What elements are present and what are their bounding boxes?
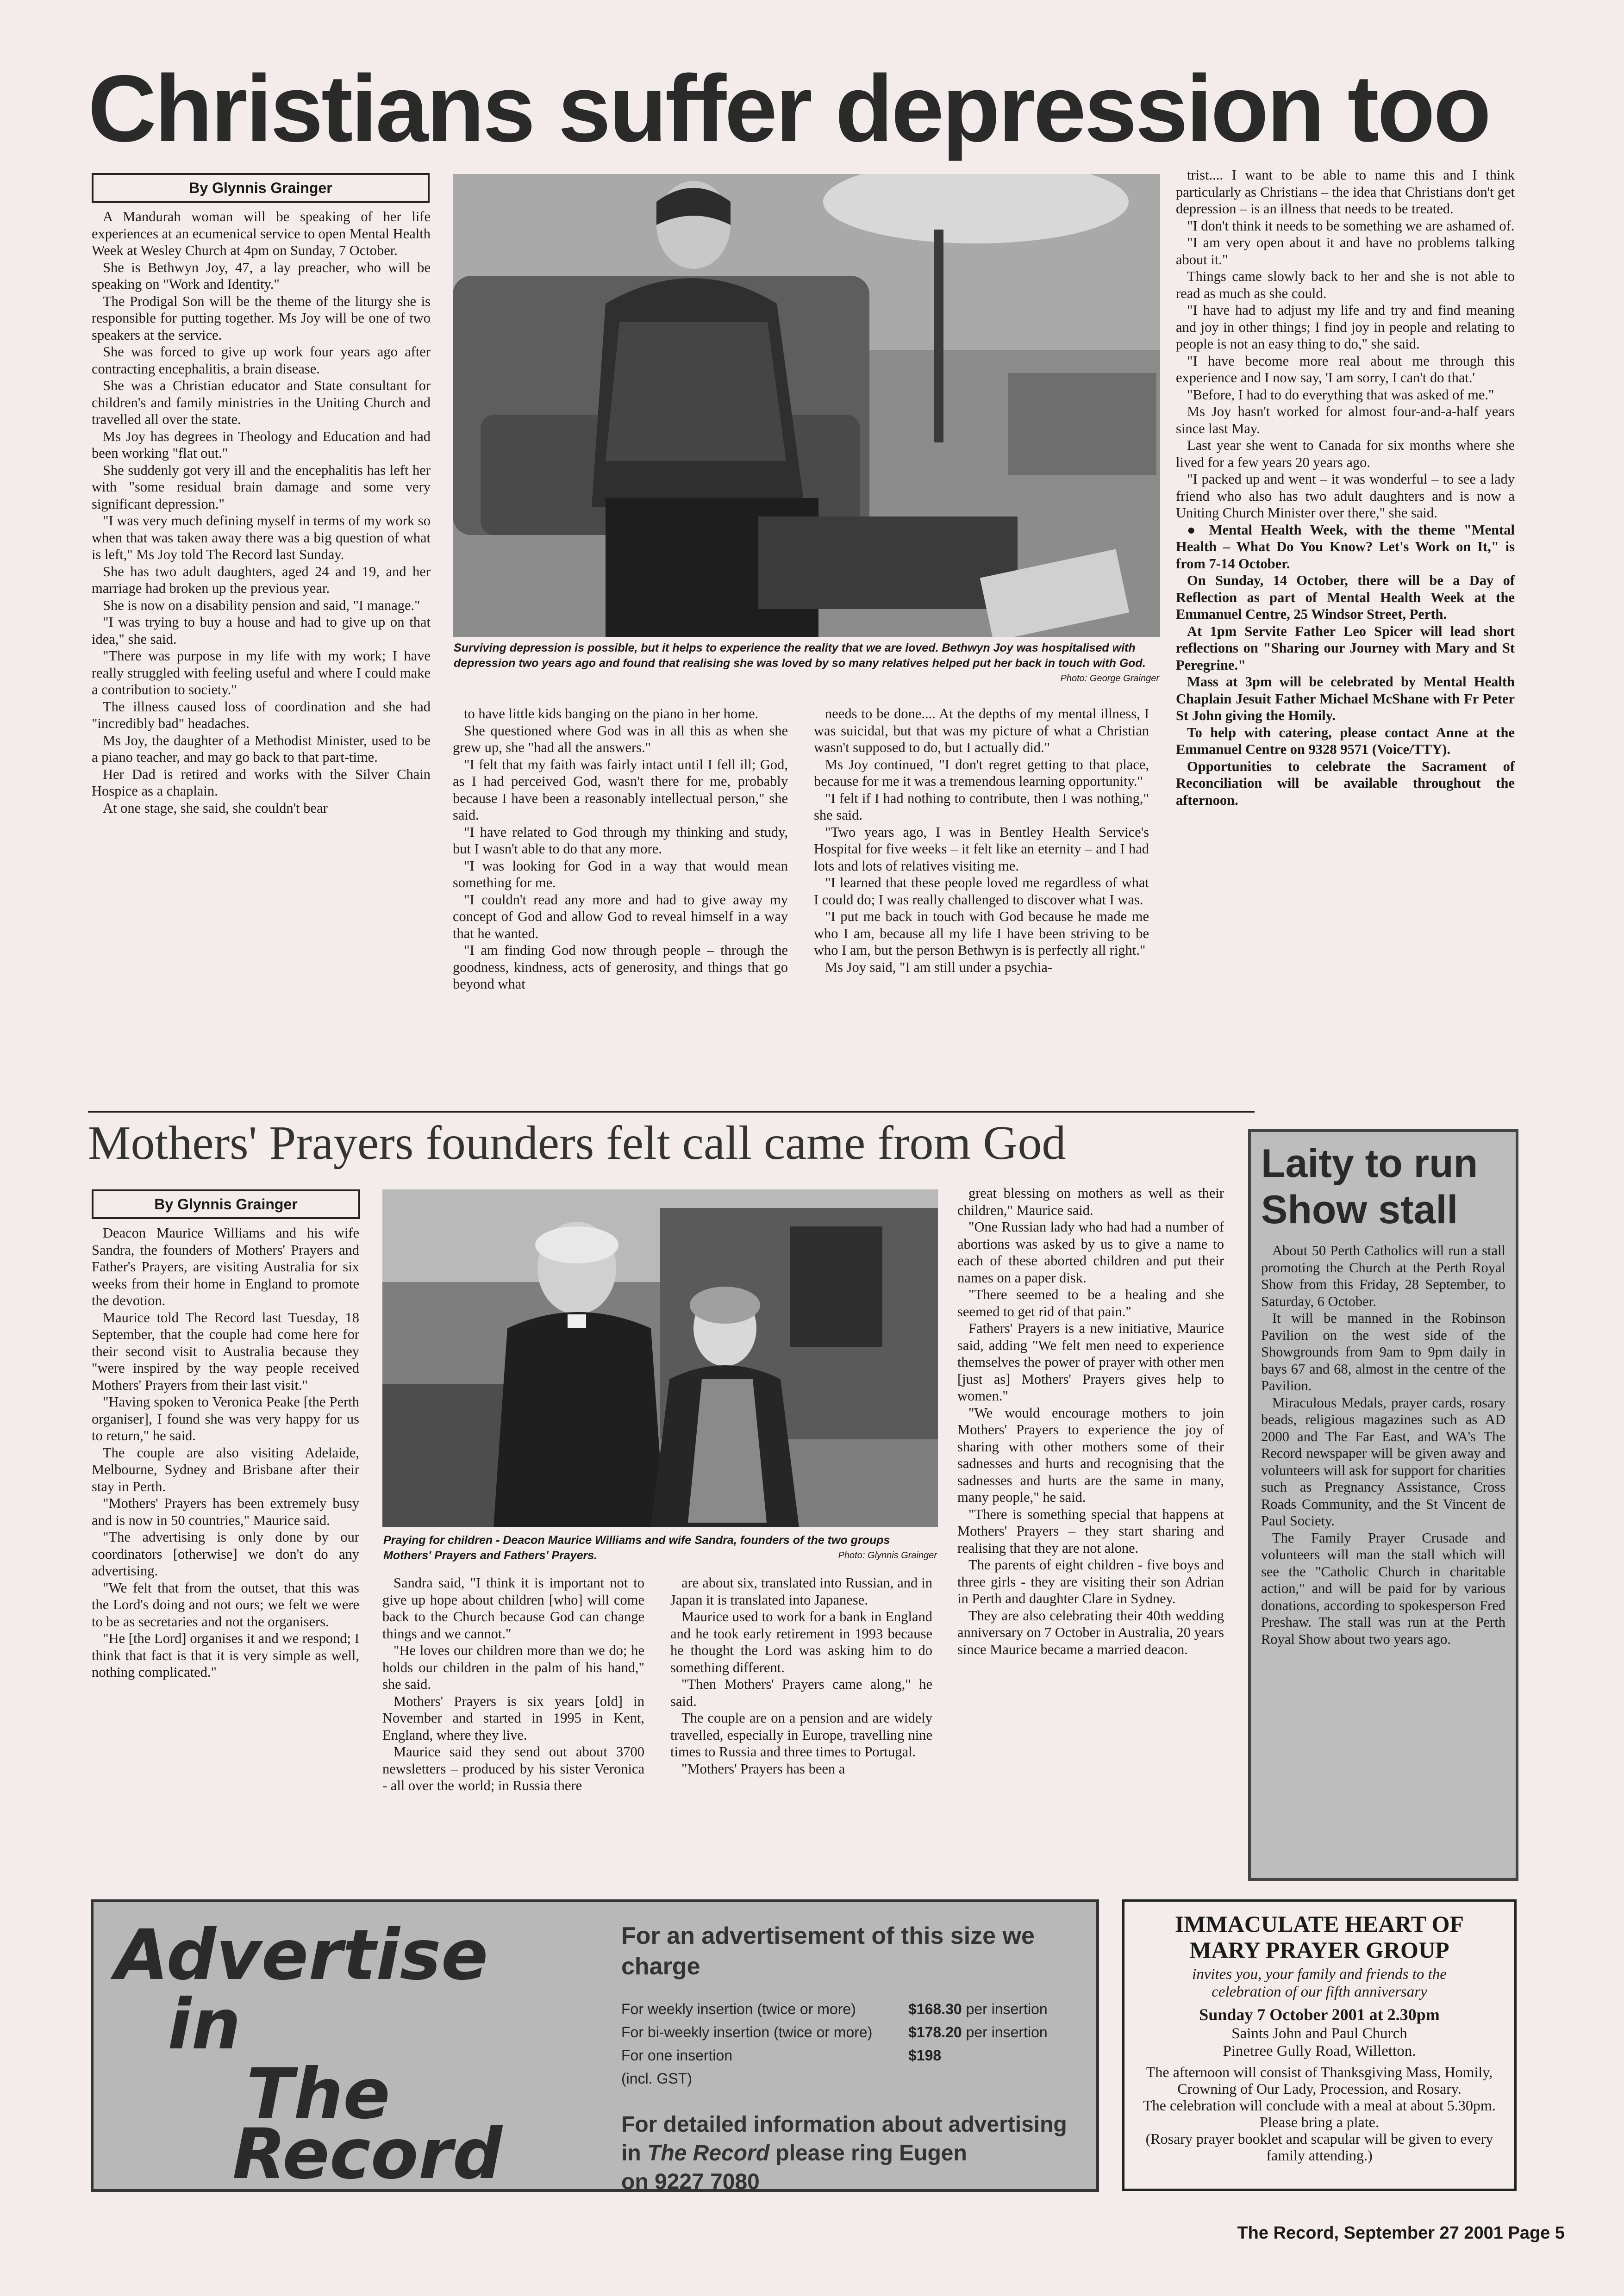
- article1-column-3: [814, 705, 1149, 1101]
- paragraph: "The advertising is only done by our coordinators [otherwise] we don't do any advertising.: [92, 1529, 359, 1579]
- paragraph: They are also celebrating their 40th wedding anniversary on 7 October in Australia, 20 years since Maurice became a married deacon.: [957, 1607, 1224, 1657]
- paragraph: The illness caused loss of coordination and she had "incredibly bad" headaches.: [92, 698, 431, 731]
- paragraph: "Having spoken to Veronica Peake [the Perth organiser], I found she was very happy for us to return," he said.: [92, 1394, 359, 1444]
- paragraph: "I am very open about it and have no problems talking about it.": [1176, 235, 1515, 268]
- paragraph: "There was purpose in my life with my work; I have really struggled with feeling useful and where I could make a contribution to society.": [92, 648, 431, 697]
- paragraph: The Family Prayer Crusade and volunteers will man the stall which will see the "Catholic Church in charitable action," and will be paid for by various donations, according to spokesperson Fred Preshaw. The stall was run at the Perth Royal Show about two years ago.: [1261, 1530, 1505, 1647]
- paragraph: "He [the Lord] organises it and we respond; I think that fact is that it is very simple as well, nothing complicated.": [92, 1630, 359, 1680]
- ad-rate-row: [621, 1997, 1084, 2021]
- paragraph: "I felt if I had nothing to contribute, then I was nothing," she said.: [814, 790, 1149, 823]
- paragraph: Ms Joy, the daughter of a Methodist Minister, used to be a piano teacher, and may go back to that part-time.: [92, 732, 431, 765]
- article1-photo-credit: Photo: George Grainger: [1060, 673, 1159, 684]
- paragraph: To help with catering, please contact Anne at the Emmanuel Centre on 9328 9571 (Voice/TTY).: [1176, 724, 1515, 757]
- page-footer: The Record, September 27 2001 Page 5: [1237, 2223, 1565, 2243]
- ad-contact-line-2: [621, 2139, 1089, 2168]
- paragraph: "I was looking for God in a way that would mean something for me.: [453, 858, 788, 890]
- ad-rate-price: $168.30: [908, 2001, 962, 2017]
- paragraph: Maurice said they send out about 3700 newsletters – produced by his sister Veronica - all over the world; in Russia there: [382, 1744, 644, 1793]
- article1-column-4: [1176, 167, 1515, 1103]
- paragraph: Things came slowly back to her and she is not able to read as much as she could.: [1176, 268, 1515, 301]
- article2-caption-text: Praying for children - Deacon Maurice Williams and wife Sandra, founders of the two groups Mothers' Prayers and Fathers' Prayers.: [383, 1534, 890, 1562]
- advertise-in-the-record-ad: [91, 1899, 1099, 2195]
- prayer-group-body-line: The celebration will conclude with a meal at about 5.30pm. Please bring a plate.: [1143, 2097, 1496, 2130]
- laity-title-line-1: Laity to run: [1261, 1141, 1478, 1186]
- paragraph: "I was very much defining myself in terms of my work so when that was taken away there was a big question of what is left," Ms Joy told The Record last Sunday.: [92, 513, 431, 562]
- paragraph: It will be manned in the Robinson Pavilion on the west side of the Showgrounds from 9am to 9pm daily in bays 67 and 68, almost in the centre of the Pavilion.: [1261, 1310, 1505, 1394]
- article2-photo-caption: [383, 1533, 937, 1570]
- ad-rate-label: For bi-weekly insertion (twice or more): [621, 2024, 873, 2041]
- article2-column-3: [670, 1574, 932, 1886]
- paragraph: Opportunities to celebrate the Sacrament of Reconciliation will be available throughout the afternoon.: [1176, 758, 1515, 808]
- paragraph: great blessing on mothers as well as their children," Maurice said.: [957, 1185, 1224, 1218]
- laity-article-body: [1261, 1242, 1505, 1872]
- ad-rate-row: [621, 2044, 1084, 2067]
- ad-big-word-2: in: [168, 1985, 241, 2065]
- paragraph: Maurice used to work for a bank in England and he took early retirement in 1993 because he thought the Lord was asking him to do something different.: [670, 1609, 932, 1675]
- paragraph: The couple are also visiting Adelaide, Melbourne, Sydney and Brisbane after their stay in Perth.: [92, 1444, 359, 1494]
- page-headline: Christians suffer depression too: [88, 56, 1490, 162]
- ad-rate-row: [621, 2021, 1084, 2044]
- ad-contact-em: The Record: [647, 2141, 770, 2165]
- paragraph: On Sunday, 14 October, there will be a Day of Reflection as part of Mental Health Week at the Emmanuel Centre, 25 Windsor Street, Perth.: [1176, 572, 1515, 622]
- section-divider: [88, 1111, 1255, 1113]
- paragraph: At 1pm Servite Father Leo Spicer will lead short reflections on "Sharing our Journey with Mary and St Peregrine.": [1176, 623, 1515, 673]
- ad-rate-price: $178.20: [908, 2024, 962, 2041]
- prayer-group-title-2: MARY PRAYER GROUP: [1189, 1937, 1449, 1963]
- paragraph: The Prodigal Son will be the theme of the liturgy she is responsible for putting together. Ms Joy will be one of two speakers at the service.: [92, 293, 431, 343]
- article1-column-1: [92, 208, 431, 1101]
- photo-illustration: [453, 174, 1160, 637]
- paragraph: "I have related to God through my thinking and study, but I wasn't able to do that any more.: [453, 824, 788, 857]
- paragraph: She suddenly got very ill and the encephalitis has left her with "some residual brain damage and some very significant depression.": [92, 462, 431, 512]
- ad-rate-label: For weekly insertion (twice or more): [621, 2001, 856, 2017]
- williams-couple-photo: [382, 1189, 938, 1527]
- paragraph: "We felt that from the outset, that this was the Lord's doing and not ours; we felt we were to be as secretaries and not the organisers.: [92, 1580, 359, 1630]
- paragraph: About 50 Perth Catholics will run a stall promoting the Church at the Perth Royal Show from this Friday, 28 September, to Saturday, 6 October.: [1261, 1243, 1505, 1309]
- article2-headline: Mothers' Prayers founders felt call came from God: [88, 1116, 1066, 1170]
- paragraph: "I have become more real about me through this experience and I now say, 'I am sorry, I can't do that.': [1176, 353, 1515, 386]
- paragraph: Ms Joy has degrees in Theology and Education and had been working "flat out.": [92, 428, 431, 461]
- ad-rates-table: [621, 1997, 1084, 2090]
- paragraph: "One Russian lady who had had a number of abortions was asked by us to give a name to each of these aborted children and put their names on a paper disk.: [957, 1219, 1224, 1286]
- paragraph: "I have had to adjust my life and try and find meaning and joy in other things; I find joy in people and relating to people is not an easy thing to do," she said.: [1176, 302, 1515, 352]
- paragraph: Mothers' Prayers is six years [old] in November and started in 1995 in Kent, England, where they live.: [382, 1693, 644, 1743]
- article1-byline: By Glynnis Grainger: [92, 173, 430, 203]
- paragraph: The parents of eight children - five boys and three girls - they are visiting their son Adrian in Perth and daughter Clare in Sydney.: [957, 1557, 1224, 1606]
- paragraph: At one stage, she said, she couldn't bear: [103, 800, 328, 816]
- ad-rate-price: $198: [908, 2047, 942, 2064]
- paragraph: "Then Mothers' Prayers came along," he said.: [670, 1676, 932, 1709]
- paragraph: "I couldn't read any more and had to give away my concept of God and allow God to reveal himself in a way that he wanted.: [453, 891, 788, 941]
- article1-column-2: [453, 705, 788, 1101]
- paragraph: "There seemed to be a healing and she seemed to get rid of that pain.": [957, 1287, 1224, 1319]
- ad-rate-heading: For an advertisement of this size we charge: [621, 1923, 1035, 1980]
- paragraph: "He loves our children more than we do; he holds our children in the palm of his hand," she said.: [382, 1643, 644, 1692]
- ad-rate-label: For one insertion: [621, 2047, 733, 2064]
- laity-show-stall-box: [1248, 1129, 1518, 1881]
- prayer-group-body-line: (Rosary prayer booklet and scapular will be given to every family attending.): [1145, 2130, 1493, 2164]
- paragraph: trist.... I want to be able to name this and I think particularly as Christians – the idea that Christians don't get depression – is an illness that needs to be treated.: [1176, 167, 1515, 217]
- paragraph: Her Dad is retired and works with the Silver Chain Hospice as a chaplain.: [92, 766, 431, 799]
- paragraph: The couple are on a pension and are widely travelled, especially in Europe, travelling nine times to Russia and three times to Portugal.: [670, 1710, 932, 1760]
- paragraph: "I packed up and went – it was wonderful – to see a lady friend who also has two adult daughters and is now a Uniting Church Minister over there," she said.: [1176, 471, 1515, 521]
- ad-contact-info: [621, 2110, 1089, 2196]
- paragraph: Deacon Maurice Williams and his wife Sandra, the founders of Mothers' Prayers and Father's Prayers, are visiting Australia for six weeks from their home in England to promote the devotion.: [92, 1225, 359, 1308]
- paragraph: "I learned that these people loved me regardless of what I could do; I was really challenged to discover what I was.: [814, 875, 1149, 908]
- ad-rate-unit: per insertion: [966, 2001, 1048, 2017]
- prayer-group-notice: [1122, 1899, 1517, 2191]
- ad-rate-unit: per insertion: [966, 2024, 1048, 2041]
- ad-contact-pre: in: [621, 2141, 647, 2165]
- laity-title-line-2: Show stall: [1261, 1188, 1458, 1232]
- ad-gst-note: (incl. GST): [621, 2070, 692, 2087]
- prayer-group-invite-1: invites you, your family and friends to the: [1192, 1966, 1447, 1983]
- ad-big-word-1: Advertise: [115, 1915, 488, 1996]
- prayer-group-place-2: Pinetree Gully Road, Willetton.: [1223, 2043, 1416, 2060]
- paragraph: Ms Joy said, "I am still under a psychia-: [825, 959, 1053, 975]
- prayer-group-title-1: IMMACULATE HEART OF: [1174, 1911, 1464, 1937]
- prayer-group-body-line: The afternoon will consist of Thanksgiving Mass, Homily, Crowning of Our Lady, Procession, and Rosary.: [1146, 2064, 1493, 2097]
- article1-photo-caption: [454, 641, 1159, 691]
- article2-column-1: [92, 1225, 359, 1886]
- prayer-group-invite-2: celebration of our fifth anniversary: [1212, 1984, 1427, 2000]
- ad-big-word-3: The: [246, 2054, 390, 2134]
- paragraph: needs to be done.... At the depths of my mental illness, I was suicidal, but that was my picture of what a Christian wasn't supposed to do, but I actually did.": [814, 706, 1149, 755]
- ad-contact-line-1: For detailed information about advertising: [621, 2112, 1067, 2137]
- paragraph: "Mothers' Prayers has been extremely busy and is now in 50 countries," Maurice said.: [92, 1495, 359, 1528]
- paragraph: She was forced to give up work four years ago after contracting encephalitis, a brain disease.: [92, 344, 431, 377]
- article1-event-notice: [1176, 522, 1515, 809]
- paragraph: She has two adult daughters, aged 24 and 19, and her marriage had broken up the previous year.: [92, 563, 431, 596]
- prayer-group-when: Sunday 7 October 2001 at 2.30pm: [1199, 2005, 1440, 2024]
- paragraph: "Before, I had to do everything that was asked of me.": [1187, 386, 1494, 403]
- paragraph: She questioned where God was in all this as when she grew up, she "had all the answers.": [453, 722, 788, 755]
- paragraph: Mass at 3pm will be celebrated by Mental Health Chaplain Jesuit Father Michael McShane with Fr Peter St John giving the Homily.: [1176, 674, 1515, 723]
- paragraph: "I was trying to buy a house and had to give up on that idea," she said.: [92, 614, 431, 647]
- prayer-group-body: [1136, 2064, 1503, 2164]
- article1-column-4-body: [1176, 167, 1515, 522]
- paragraph: "Mothers' Prayers has been a: [681, 1761, 845, 1777]
- paragraph: to have little kids banging on the piano in her home.: [464, 706, 759, 722]
- article2-column-2: [382, 1574, 644, 1886]
- prayer-group-place-1: Saints John and Paul Church: [1231, 2025, 1407, 2042]
- paragraph: Miraculous Medals, prayer cards, rosary beads, religious magazines such as AD 2000 and The Far East, and WA's The Record newspaper will be given away and volunteers will ask for support for charities such as Pregnancy Assistance, Cross Roads Community, and the St Vincent de Paul Society.: [1261, 1394, 1505, 1529]
- paragraph: "Two years ago, I was in Bentley Health Service's Hospital for five weeks – it felt like an eternity – and I had lots and lots of relatives visiting me.: [814, 824, 1149, 874]
- ad-big-word-4: Record: [232, 2114, 503, 2195]
- paragraph: Last year she went to Canada for six months where she lived for a few years 20 years ago.: [1176, 437, 1515, 470]
- paragraph: Fathers' Prayers is a new initiative, Maurice said, adding "We felt men need to experience themselves the power of prayer with other men [just as] Mothers' Prayers gives help to women.": [957, 1320, 1224, 1404]
- bethwyn-joy-photo: [453, 174, 1160, 637]
- paragraph: "I don't think it needs to be something we are ashamed of.: [1187, 218, 1515, 234]
- paragraph: Ms Joy continued, "I don't regret getting to that place, because for me it was a tremendous learning opportunity.": [814, 756, 1149, 789]
- paragraph: "There is something special that happens at Mothers' Prayers – they start sharing and realising that they are not alone.: [957, 1506, 1224, 1556]
- couple-photo-illustration: [382, 1189, 938, 1527]
- article1-caption-text: Surviving depression is possible, but it helps to experience the reality that we are loved. Bethwyn Joy was hospitalised with depression two years ago and found that realising she was loved by so many relatives helped put her back in touch with God.: [454, 641, 1146, 670]
- paragraph: Sandra said, "I think it is important not to give up hope about children [who] will come back to the Church because God can change things and we cannot.": [382, 1575, 644, 1642]
- paragraph: ● Mental Health Week, with the theme "Mental Health – What Do You Know? Let's Work on It," is from 7-14 October.: [1176, 522, 1515, 572]
- paragraph: "I put me back in touch with God because he made me who I am, because all my life I have been striving to be who I am, but the person Bethwyn is is perfectly all right.": [814, 908, 1149, 958]
- paragraph: are about six, translated into Russian, and in Japan it is translated into Japanese.: [670, 1575, 932, 1608]
- paragraph: Ms Joy hasn't worked for almost four-and-a-half years since last May.: [1176, 404, 1515, 436]
- ad-contact-phone: on 9227 7080: [621, 2170, 760, 2194]
- article2-column-4: [957, 1185, 1224, 1886]
- paragraph: Maurice told The Record last Tuesday, 18 September, that the couple had come here for their second visit to Australia because they "were inspired by the way people received Mothers' Prayers from their last visit.": [92, 1309, 359, 1393]
- article2-byline: By Glynnis Grainger: [92, 1189, 360, 1219]
- paragraph: "I am finding God now through people – through the goodness, kindness, acts of generosity, and things that go beyond what: [453, 942, 788, 992]
- paragraph: A Mandurah woman will be speaking of her life experiences at an ecumenical service to open Mental Health Week at Wesley Church at 4pm on Sunday, 7 October.: [92, 209, 431, 258]
- paragraph: She is now on a disability pension and said, "I manage.": [103, 597, 420, 613]
- paragraph: "We would encourage mothers to join Mothers' Prayers to experience the joy of sharing with other mothers some of their sadnesses and hurts and recognising that the sadnesses and hurts are the same in many, many people," he said.: [957, 1405, 1224, 1505]
- paragraph: She is Bethwyn Joy, 47, a lay preacher, who will be speaking on "Work and Identity.": [92, 259, 431, 292]
- ad-contact-post: please ring Eugen: [769, 2141, 967, 2165]
- paragraph: "I felt that my faith was fairly intact until I fell ill; God, as I had perceived God, wasn't there for me, probably because I have been a reasonably intellectual person," she said.: [453, 756, 788, 823]
- paragraph: She was a Christian educator and State consultant for children's and family ministries in the Uniting Church and travelled all over the state.: [92, 378, 431, 427]
- article2-photo-credit: Photo: Glynnis Grainger: [838, 1550, 937, 1561]
